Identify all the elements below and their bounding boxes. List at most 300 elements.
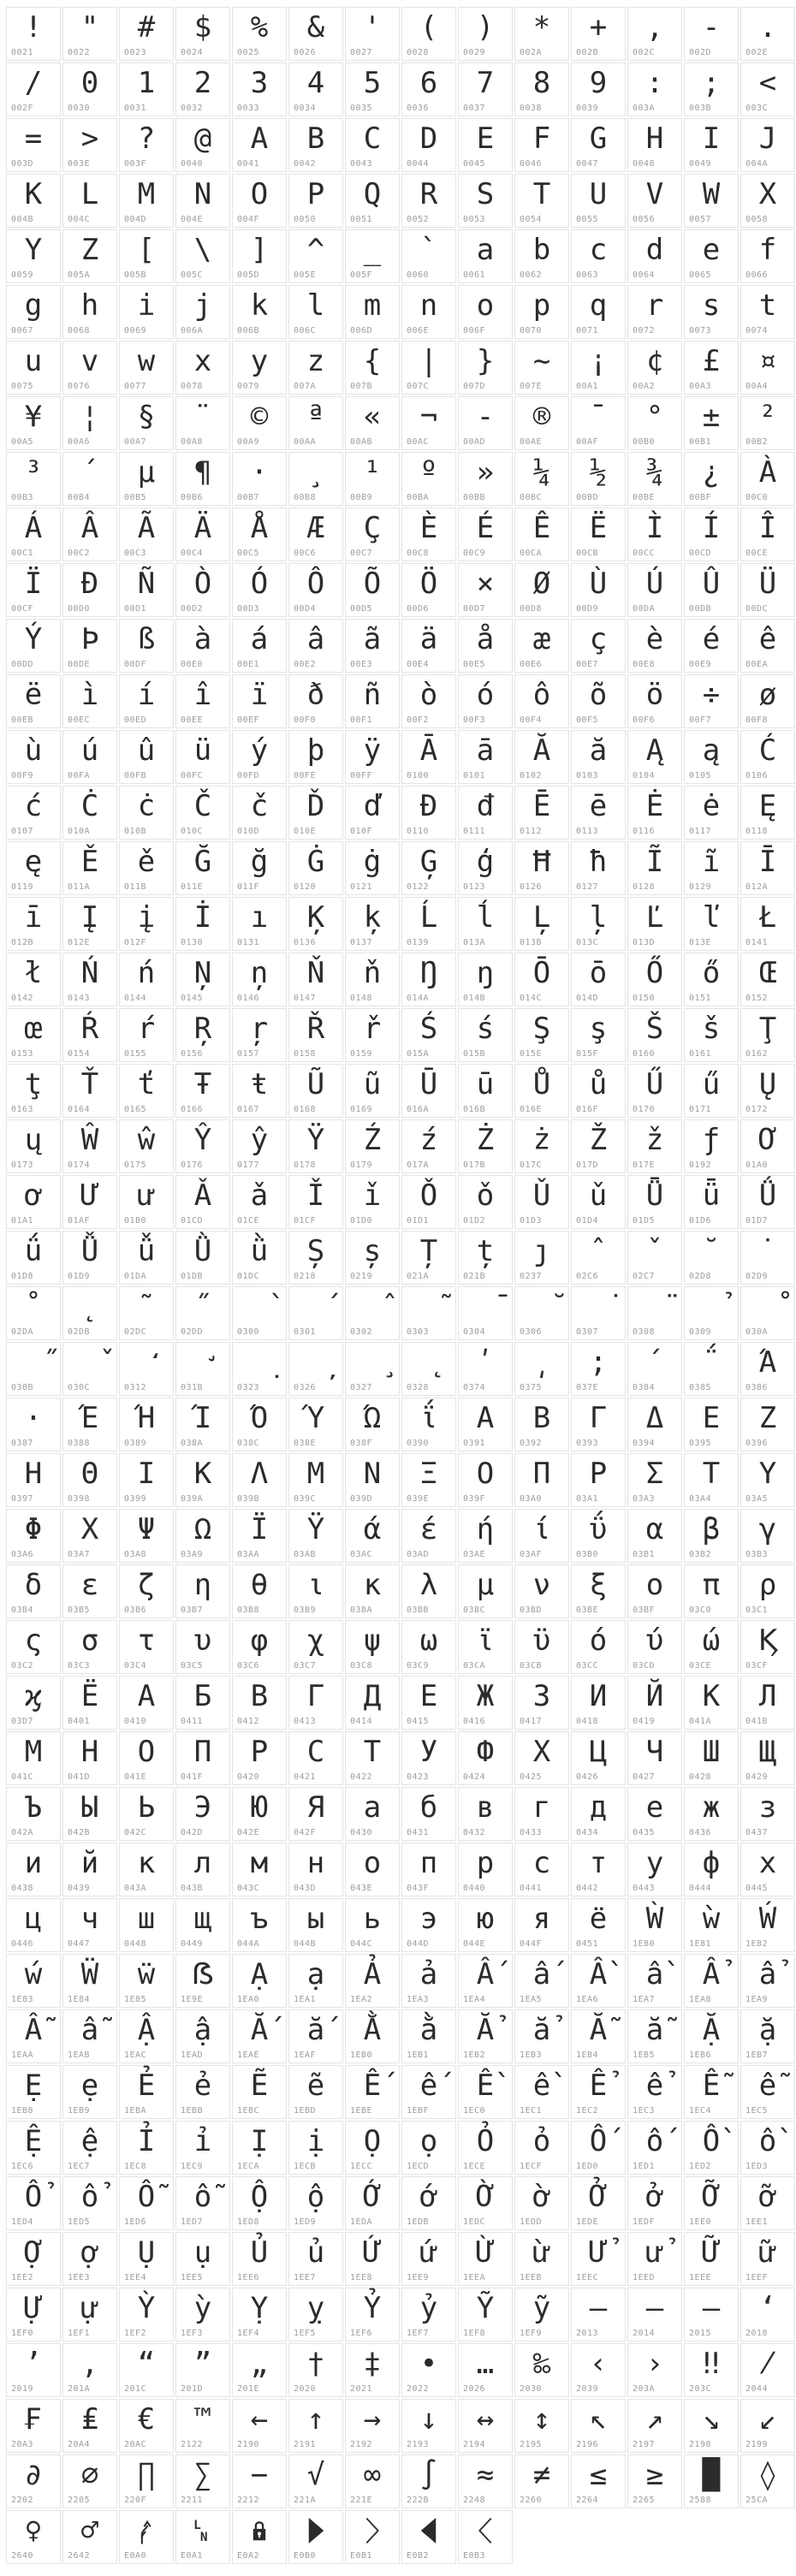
glyph-cell[interactable] xyxy=(175,2232,230,2286)
glyph-cell[interactable] xyxy=(62,841,117,895)
glyph-cell[interactable] xyxy=(288,1509,343,1563)
glyph-cell[interactable] xyxy=(288,730,343,784)
glyph-cell[interactable] xyxy=(345,1676,400,1730)
glyph-cell[interactable] xyxy=(288,1787,343,1841)
glyph-cell[interactable] xyxy=(458,841,513,895)
glyph-cell[interactable] xyxy=(514,2454,569,2508)
glyph-cell[interactable] xyxy=(288,1119,343,1173)
glyph-cell[interactable] xyxy=(62,396,117,450)
glyph-cell[interactable] xyxy=(119,1231,174,1285)
glyph-cell[interactable] xyxy=(175,1008,230,1062)
glyph-cell[interactable] xyxy=(232,118,287,172)
glyph-cell[interactable] xyxy=(6,229,61,283)
glyph-cell[interactable] xyxy=(175,2176,230,2230)
glyph-cell[interactable] xyxy=(740,174,795,228)
glyph-cell[interactable] xyxy=(740,1564,795,1618)
glyph-cell[interactable] xyxy=(401,396,456,450)
glyph-cell[interactable] xyxy=(288,2176,343,2230)
glyph-cell[interactable] xyxy=(627,62,682,116)
glyph-cell[interactable] xyxy=(684,1231,739,1285)
glyph-cell[interactable] xyxy=(175,62,230,116)
glyph-cell[interactable] xyxy=(571,1954,626,2008)
glyph-cell[interactable] xyxy=(62,452,117,506)
glyph-cell[interactable] xyxy=(175,1954,230,2008)
glyph-cell[interactable] xyxy=(345,2399,400,2453)
glyph-cell[interactable] xyxy=(345,7,400,61)
glyph-cell[interactable] xyxy=(175,1620,230,1674)
glyph-cell[interactable] xyxy=(571,841,626,895)
glyph-cell[interactable] xyxy=(62,2065,117,2119)
glyph-cell[interactable] xyxy=(6,62,61,116)
glyph-cell[interactable] xyxy=(119,2343,174,2397)
glyph-cell[interactable] xyxy=(401,507,456,561)
glyph-cell[interactable] xyxy=(401,1342,456,1396)
glyph-cell[interactable] xyxy=(627,396,682,450)
glyph-cell[interactable] xyxy=(571,2121,626,2175)
glyph-cell[interactable] xyxy=(740,841,795,895)
glyph-cell[interactable] xyxy=(119,2510,174,2564)
glyph-cell[interactable] xyxy=(232,730,287,784)
glyph-cell[interactable] xyxy=(288,786,343,840)
glyph-cell[interactable] xyxy=(175,1787,230,1841)
glyph-cell[interactable] xyxy=(401,674,456,728)
glyph-cell[interactable] xyxy=(684,1342,739,1396)
glyph-cell[interactable] xyxy=(627,1620,682,1674)
glyph-cell[interactable] xyxy=(514,1453,569,1507)
glyph-cell[interactable] xyxy=(175,563,230,617)
glyph-cell[interactable] xyxy=(175,1453,230,1507)
glyph-cell[interactable] xyxy=(345,1509,400,1563)
glyph-cell[interactable] xyxy=(345,730,400,784)
glyph-cell[interactable] xyxy=(458,1731,513,1785)
glyph-cell[interactable] xyxy=(684,62,739,116)
glyph-cell[interactable] xyxy=(571,1787,626,1841)
glyph-cell[interactable] xyxy=(627,1175,682,1229)
glyph-cell[interactable] xyxy=(740,2065,795,2119)
glyph-cell[interactable] xyxy=(232,1898,287,1952)
glyph-cell[interactable] xyxy=(6,1843,61,1896)
glyph-cell[interactable] xyxy=(684,1175,739,1229)
glyph-cell[interactable] xyxy=(345,2176,400,2230)
glyph-cell[interactable] xyxy=(514,730,569,784)
glyph-cell[interactable] xyxy=(514,1676,569,1730)
glyph-cell[interactable] xyxy=(740,118,795,172)
glyph-cell[interactable] xyxy=(514,1342,569,1396)
glyph-cell[interactable] xyxy=(401,1231,456,1285)
glyph-cell[interactable] xyxy=(175,786,230,840)
glyph-cell[interactable] xyxy=(232,1509,287,1563)
glyph-cell[interactable] xyxy=(345,2343,400,2397)
glyph-cell[interactable] xyxy=(401,1008,456,1062)
glyph-cell[interactable] xyxy=(401,2399,456,2453)
glyph-cell[interactable] xyxy=(175,396,230,450)
glyph-cell[interactable] xyxy=(684,897,739,951)
glyph-cell[interactable] xyxy=(571,2454,626,2508)
glyph-cell[interactable] xyxy=(6,1564,61,1618)
glyph-cell[interactable] xyxy=(514,1787,569,1841)
glyph-cell[interactable] xyxy=(571,1731,626,1785)
glyph-cell[interactable] xyxy=(119,674,174,728)
glyph-cell[interactable] xyxy=(627,2232,682,2286)
glyph-cell[interactable] xyxy=(627,2454,682,2508)
glyph-cell[interactable] xyxy=(232,285,287,339)
glyph-cell[interactable] xyxy=(401,619,456,673)
glyph-cell[interactable] xyxy=(627,674,682,728)
glyph-cell[interactable] xyxy=(232,341,287,395)
glyph-cell[interactable] xyxy=(62,2232,117,2286)
glyph-cell[interactable] xyxy=(288,7,343,61)
glyph-cell[interactable] xyxy=(401,341,456,395)
glyph-cell[interactable] xyxy=(6,1398,61,1451)
glyph-cell[interactable] xyxy=(288,1008,343,1062)
glyph-cell[interactable] xyxy=(6,953,61,1006)
glyph-cell[interactable] xyxy=(740,674,795,728)
glyph-cell[interactable] xyxy=(6,341,61,395)
glyph-cell[interactable] xyxy=(740,1787,795,1841)
glyph-cell[interactable] xyxy=(62,1509,117,1563)
glyph-cell[interactable] xyxy=(627,2176,682,2230)
glyph-cell[interactable] xyxy=(514,1509,569,1563)
glyph-cell[interactable] xyxy=(62,786,117,840)
glyph-cell[interactable] xyxy=(740,1175,795,1229)
glyph-cell[interactable] xyxy=(514,1843,569,1896)
glyph-cell[interactable] xyxy=(6,1898,61,1952)
glyph-cell[interactable] xyxy=(571,1398,626,1451)
glyph-cell[interactable] xyxy=(288,285,343,339)
glyph-cell[interactable] xyxy=(62,1954,117,2008)
glyph-cell[interactable] xyxy=(740,1231,795,1285)
glyph-cell[interactable] xyxy=(288,2454,343,2508)
glyph-cell[interactable] xyxy=(345,786,400,840)
glyph-cell[interactable] xyxy=(514,229,569,283)
glyph-cell[interactable] xyxy=(514,174,569,228)
glyph-cell[interactable] xyxy=(684,1898,739,1952)
glyph-cell[interactable] xyxy=(401,62,456,116)
glyph-cell[interactable] xyxy=(458,507,513,561)
glyph-cell[interactable] xyxy=(458,2065,513,2119)
glyph-cell[interactable] xyxy=(401,1731,456,1785)
glyph-cell[interactable] xyxy=(232,1286,287,1340)
glyph-cell[interactable] xyxy=(514,2121,569,2175)
glyph-cell[interactable] xyxy=(571,62,626,116)
glyph-cell[interactable] xyxy=(175,1564,230,1618)
glyph-cell[interactable] xyxy=(175,1175,230,1229)
glyph-cell[interactable] xyxy=(232,1453,287,1507)
glyph-cell[interactable] xyxy=(627,1286,682,1340)
glyph-cell[interactable] xyxy=(627,1731,682,1785)
glyph-cell[interactable] xyxy=(571,2176,626,2230)
glyph-cell[interactable] xyxy=(62,1231,117,1285)
glyph-cell[interactable] xyxy=(514,1064,569,1118)
glyph-cell[interactable] xyxy=(345,341,400,395)
glyph-cell[interactable] xyxy=(571,1119,626,1173)
glyph-cell[interactable] xyxy=(345,1008,400,1062)
glyph-cell[interactable] xyxy=(119,1175,174,1229)
glyph-cell[interactable] xyxy=(6,2343,61,2397)
glyph-cell[interactable] xyxy=(571,7,626,61)
glyph-cell[interactable] xyxy=(571,1231,626,1285)
glyph-cell[interactable] xyxy=(345,2065,400,2119)
glyph-cell[interactable] xyxy=(627,1954,682,2008)
glyph-cell[interactable] xyxy=(684,2232,739,2286)
glyph-cell[interactable] xyxy=(401,841,456,895)
glyph-cell[interactable] xyxy=(627,285,682,339)
glyph-cell[interactable] xyxy=(175,2121,230,2175)
glyph-cell[interactable] xyxy=(458,2009,513,2063)
glyph-cell[interactable] xyxy=(6,174,61,228)
glyph-cell[interactable] xyxy=(288,674,343,728)
glyph-cell[interactable] xyxy=(740,1286,795,1340)
glyph-cell[interactable] xyxy=(458,953,513,1006)
glyph-cell[interactable] xyxy=(627,730,682,784)
glyph-cell[interactable] xyxy=(458,1954,513,2008)
glyph-cell[interactable] xyxy=(175,953,230,1006)
glyph-cell[interactable] xyxy=(571,1676,626,1730)
glyph-cell[interactable] xyxy=(571,1064,626,1118)
glyph-cell[interactable] xyxy=(345,841,400,895)
glyph-cell[interactable] xyxy=(345,174,400,228)
glyph-cell[interactable] xyxy=(514,1731,569,1785)
glyph-cell[interactable] xyxy=(401,2510,456,2564)
glyph-cell[interactable] xyxy=(458,2510,513,2564)
glyph-cell[interactable] xyxy=(740,2399,795,2453)
glyph-cell[interactable] xyxy=(571,730,626,784)
glyph-cell[interactable] xyxy=(6,730,61,784)
glyph-cell[interactable] xyxy=(401,1064,456,1118)
glyph-cell[interactable] xyxy=(119,897,174,951)
glyph-cell[interactable] xyxy=(62,1564,117,1618)
glyph-cell[interactable] xyxy=(288,953,343,1006)
glyph-cell[interactable] xyxy=(684,1286,739,1340)
glyph-cell[interactable] xyxy=(119,1119,174,1173)
glyph-cell[interactable] xyxy=(232,507,287,561)
glyph-cell[interactable] xyxy=(288,2510,343,2564)
glyph-cell[interactable] xyxy=(62,1342,117,1396)
glyph-cell[interactable] xyxy=(627,1342,682,1396)
glyph-cell[interactable] xyxy=(740,2232,795,2286)
glyph-cell[interactable] xyxy=(458,1843,513,1896)
glyph-cell[interactable] xyxy=(740,563,795,617)
glyph-cell[interactable] xyxy=(740,1898,795,1952)
glyph-cell[interactable] xyxy=(740,619,795,673)
glyph-cell[interactable] xyxy=(401,1676,456,1730)
glyph-cell[interactable] xyxy=(232,2454,287,2508)
glyph-cell[interactable] xyxy=(6,2009,61,2063)
glyph-cell[interactable] xyxy=(62,953,117,1006)
glyph-cell[interactable] xyxy=(627,1398,682,1451)
glyph-cell[interactable] xyxy=(119,1731,174,1785)
glyph-cell[interactable] xyxy=(6,1509,61,1563)
glyph-cell[interactable] xyxy=(740,1008,795,1062)
glyph-cell[interactable] xyxy=(684,285,739,339)
glyph-cell[interactable] xyxy=(740,1342,795,1396)
glyph-cell[interactable] xyxy=(119,2009,174,2063)
glyph-cell[interactable] xyxy=(6,1064,61,1118)
glyph-cell[interactable] xyxy=(571,897,626,951)
glyph-cell[interactable] xyxy=(740,1119,795,1173)
glyph-cell[interactable] xyxy=(401,2288,456,2342)
glyph-cell[interactable] xyxy=(175,1286,230,1340)
glyph-cell[interactable] xyxy=(119,1676,174,1730)
glyph-cell[interactable] xyxy=(345,229,400,283)
glyph-cell[interactable] xyxy=(62,1398,117,1451)
glyph-cell[interactable] xyxy=(684,507,739,561)
glyph-cell[interactable] xyxy=(401,452,456,506)
glyph-cell[interactable] xyxy=(627,563,682,617)
glyph-cell[interactable] xyxy=(684,341,739,395)
glyph-cell[interactable] xyxy=(232,1676,287,1730)
glyph-cell[interactable] xyxy=(62,730,117,784)
glyph-cell[interactable] xyxy=(627,452,682,506)
glyph-cell[interactable] xyxy=(232,1787,287,1841)
glyph-cell[interactable] xyxy=(175,2288,230,2342)
glyph-cell[interactable] xyxy=(458,396,513,450)
glyph-cell[interactable] xyxy=(627,118,682,172)
glyph-cell[interactable] xyxy=(6,1954,61,2008)
glyph-cell[interactable] xyxy=(571,1564,626,1618)
glyph-cell[interactable] xyxy=(684,674,739,728)
glyph-cell[interactable] xyxy=(571,1286,626,1340)
glyph-cell[interactable] xyxy=(6,118,61,172)
glyph-cell[interactable] xyxy=(684,1787,739,1841)
glyph-cell[interactable] xyxy=(684,1119,739,1173)
glyph-cell[interactable] xyxy=(627,2288,682,2342)
glyph-cell[interactable] xyxy=(345,62,400,116)
glyph-cell[interactable] xyxy=(288,396,343,450)
glyph-cell[interactable] xyxy=(232,1398,287,1451)
glyph-cell[interactable] xyxy=(175,2065,230,2119)
glyph-cell[interactable] xyxy=(740,2454,795,2508)
glyph-cell[interactable] xyxy=(288,452,343,506)
glyph-cell[interactable] xyxy=(345,1954,400,2008)
glyph-cell[interactable] xyxy=(345,2232,400,2286)
glyph-cell[interactable] xyxy=(119,1564,174,1618)
glyph-cell[interactable] xyxy=(571,1342,626,1396)
glyph-cell[interactable] xyxy=(175,1398,230,1451)
glyph-cell[interactable] xyxy=(627,2399,682,2453)
glyph-cell[interactable] xyxy=(684,2009,739,2063)
glyph-cell[interactable] xyxy=(232,7,287,61)
glyph-cell[interactable] xyxy=(119,507,174,561)
glyph-cell[interactable] xyxy=(232,953,287,1006)
glyph-cell[interactable] xyxy=(288,2009,343,2063)
glyph-cell[interactable] xyxy=(232,1731,287,1785)
glyph-cell[interactable] xyxy=(458,118,513,172)
glyph-cell[interactable] xyxy=(514,452,569,506)
glyph-cell[interactable] xyxy=(288,619,343,673)
glyph-cell[interactable] xyxy=(345,1231,400,1285)
glyph-cell[interactable] xyxy=(62,1898,117,1952)
glyph-cell[interactable] xyxy=(62,229,117,283)
glyph-cell[interactable] xyxy=(288,174,343,228)
glyph-cell[interactable] xyxy=(458,2399,513,2453)
glyph-cell[interactable] xyxy=(627,7,682,61)
glyph-cell[interactable] xyxy=(345,396,400,450)
glyph-cell[interactable] xyxy=(571,2232,626,2286)
glyph-cell[interactable] xyxy=(740,1398,795,1451)
glyph-cell[interactable] xyxy=(458,1787,513,1841)
glyph-cell[interactable] xyxy=(288,1342,343,1396)
glyph-cell[interactable] xyxy=(345,2009,400,2063)
glyph-cell[interactable] xyxy=(684,786,739,840)
glyph-cell[interactable] xyxy=(571,118,626,172)
glyph-cell[interactable] xyxy=(458,2176,513,2230)
glyph-cell[interactable] xyxy=(119,2232,174,2286)
glyph-cell[interactable] xyxy=(571,396,626,450)
glyph-cell[interactable] xyxy=(684,1843,739,1896)
glyph-cell[interactable] xyxy=(119,1620,174,1674)
glyph-cell[interactable] xyxy=(458,229,513,283)
glyph-cell[interactable] xyxy=(684,2454,739,2508)
glyph-cell[interactable] xyxy=(6,2288,61,2342)
glyph-cell[interactable] xyxy=(684,2288,739,2342)
glyph-cell[interactable] xyxy=(232,786,287,840)
glyph-cell[interactable] xyxy=(175,2454,230,2508)
glyph-cell[interactable] xyxy=(345,1843,400,1896)
glyph-cell[interactable] xyxy=(6,841,61,895)
glyph-cell[interactable] xyxy=(175,2343,230,2397)
glyph-cell[interactable] xyxy=(514,1008,569,1062)
glyph-cell[interactable] xyxy=(62,174,117,228)
glyph-cell[interactable] xyxy=(119,118,174,172)
glyph-cell[interactable] xyxy=(684,2065,739,2119)
glyph-cell[interactable] xyxy=(627,2009,682,2063)
glyph-cell[interactable] xyxy=(571,1898,626,1952)
glyph-cell[interactable] xyxy=(740,1064,795,1118)
glyph-cell[interactable] xyxy=(345,1787,400,1841)
glyph-cell[interactable] xyxy=(62,118,117,172)
glyph-cell[interactable] xyxy=(62,563,117,617)
glyph-cell[interactable] xyxy=(119,2454,174,2508)
glyph-cell[interactable] xyxy=(232,897,287,951)
glyph-cell[interactable] xyxy=(175,2510,230,2564)
glyph-cell[interactable] xyxy=(514,953,569,1006)
glyph-cell[interactable] xyxy=(345,897,400,951)
glyph-cell[interactable] xyxy=(175,1064,230,1118)
glyph-cell[interactable] xyxy=(345,2288,400,2342)
glyph-cell[interactable] xyxy=(684,174,739,228)
glyph-cell[interactable] xyxy=(345,1398,400,1451)
glyph-cell[interactable] xyxy=(288,1564,343,1618)
glyph-cell[interactable] xyxy=(232,2009,287,2063)
glyph-cell[interactable] xyxy=(458,62,513,116)
glyph-cell[interactable] xyxy=(62,1731,117,1785)
glyph-cell[interactable] xyxy=(119,786,174,840)
glyph-cell[interactable] xyxy=(288,2065,343,2119)
glyph-cell[interactable] xyxy=(175,7,230,61)
glyph-cell[interactable] xyxy=(119,1008,174,1062)
glyph-cell[interactable] xyxy=(514,2399,569,2453)
glyph-cell[interactable] xyxy=(119,2176,174,2230)
glyph-cell[interactable] xyxy=(627,1787,682,1841)
glyph-cell[interactable] xyxy=(6,674,61,728)
glyph-cell[interactable] xyxy=(571,1175,626,1229)
glyph-cell[interactable] xyxy=(232,2176,287,2230)
glyph-cell[interactable] xyxy=(571,1453,626,1507)
glyph-cell[interactable] xyxy=(684,2176,739,2230)
glyph-cell[interactable] xyxy=(6,396,61,450)
glyph-cell[interactable] xyxy=(288,1731,343,1785)
glyph-cell[interactable] xyxy=(571,1843,626,1896)
glyph-cell[interactable] xyxy=(345,1453,400,1507)
glyph-cell[interactable] xyxy=(119,2288,174,2342)
glyph-cell[interactable] xyxy=(175,2399,230,2453)
glyph-cell[interactable] xyxy=(627,1231,682,1285)
glyph-cell[interactable] xyxy=(175,452,230,506)
glyph-cell[interactable] xyxy=(458,619,513,673)
glyph-cell[interactable] xyxy=(119,1509,174,1563)
glyph-cell[interactable] xyxy=(232,174,287,228)
